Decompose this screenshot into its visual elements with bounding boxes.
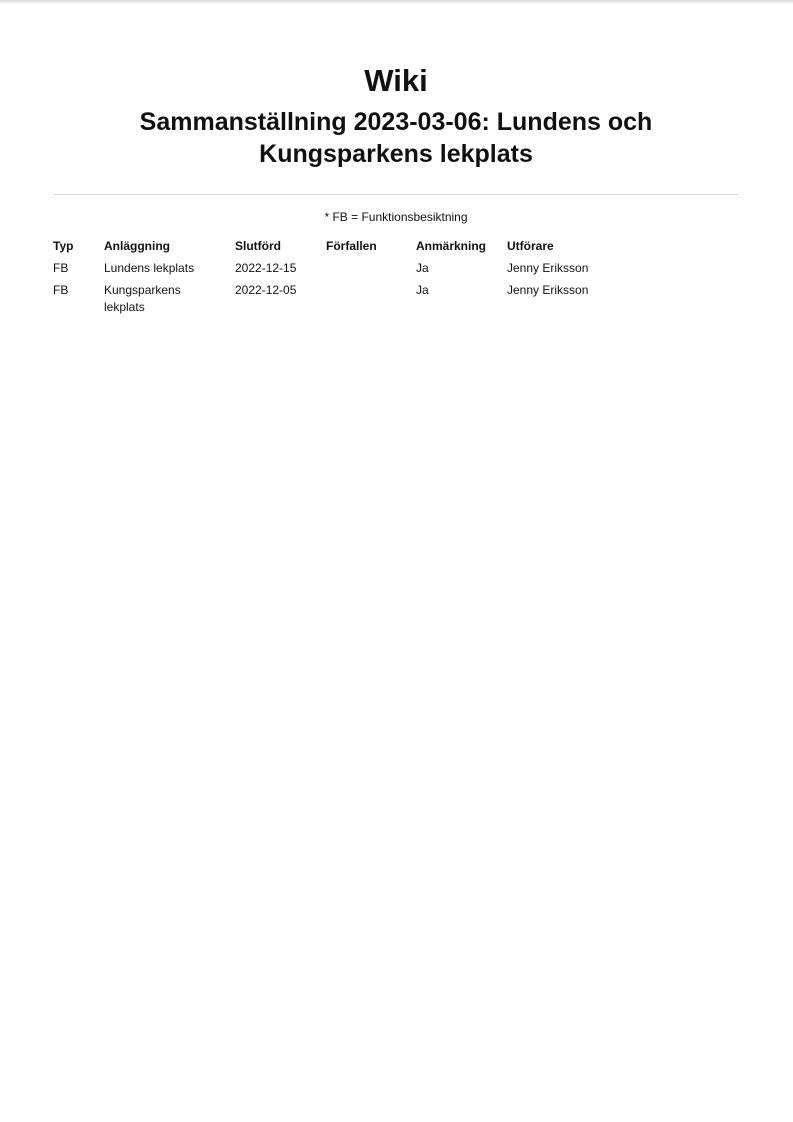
document-page xyxy=(53,62,739,321)
site-title: Wiki xyxy=(364,63,428,98)
table-header-row xyxy=(53,238,667,260)
cell-typ: FB xyxy=(53,283,69,297)
title-divider xyxy=(53,194,739,195)
cell-slutford: 2022-12-15 xyxy=(235,261,297,275)
cell-utforare: Jenny Eriksson xyxy=(507,261,589,275)
column-header-forfallen: Förfallen xyxy=(326,239,377,253)
cell-forfallen xyxy=(326,282,416,321)
cell-anmarkning: Ja xyxy=(416,261,429,275)
cell-slutford: 2022-12-05 xyxy=(235,283,297,297)
document-title: Sammanställning 2023-03-06: Lundens och Kungsparkens lekplats xyxy=(139,108,653,168)
table-row xyxy=(53,260,667,282)
column-header-anlaggning: Anläggning xyxy=(104,239,170,253)
cell-typ: FB xyxy=(53,261,69,275)
column-header-anmarkning: Anmärkning xyxy=(416,239,487,253)
table-row xyxy=(53,282,667,321)
page-top-shadow xyxy=(0,0,793,4)
abbreviation-legend: * FB = Funktionsbesiktning xyxy=(324,210,468,224)
inspection-table xyxy=(53,238,667,321)
column-header-slutford: Slutförd xyxy=(235,239,281,253)
cell-anlaggning: Lundens lekplats xyxy=(104,261,195,275)
cell-anmarkning: Ja xyxy=(416,283,429,297)
column-header-typ: Typ xyxy=(53,239,74,253)
cell-anlaggning: Kungsparkens lekplats xyxy=(104,283,181,314)
column-header-utforare: Utförare xyxy=(507,239,554,253)
cell-utforare: Jenny Eriksson xyxy=(507,283,589,297)
cell-forfallen xyxy=(326,260,416,282)
